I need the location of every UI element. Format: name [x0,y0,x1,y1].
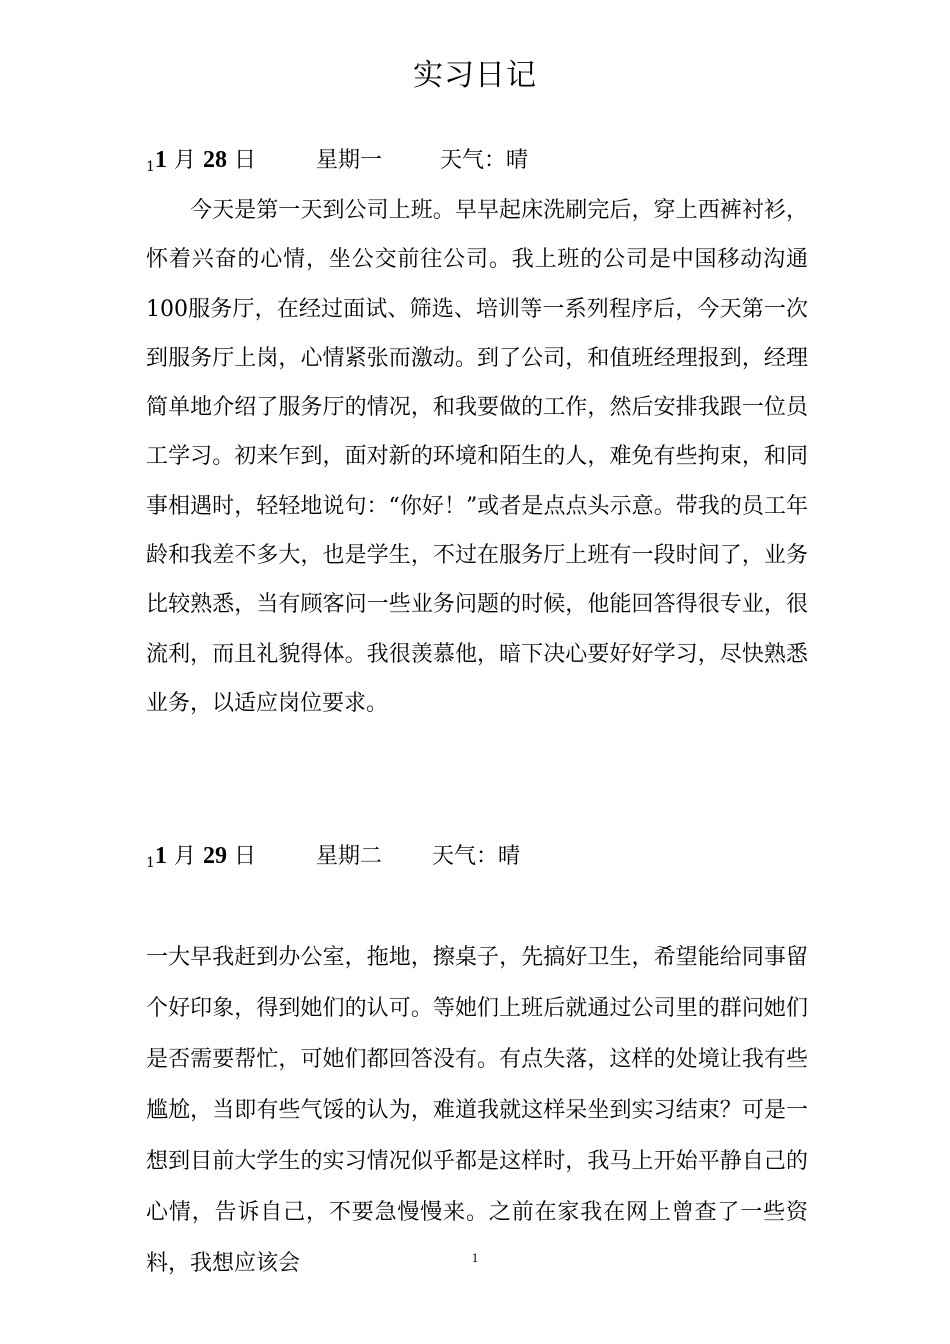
weekday: 星期二 [315,844,382,869]
day-label: 日 [233,844,256,869]
date-prefix: 1 [146,159,155,175]
month-label: 月 [173,844,196,869]
page-number: 1 [471,1250,479,1265]
diary-entry-paragraph: 今天是第一天到公司上班。早早起床洗刷完后，穿上西裤衬衫，怀着兴奋的心情，坐公交前往公司。我上班的公司是中国移动沟通100服务厅，在经过面试、筛选、培训等一系列程序后，今天第一次到服务厅上岗，心情紧张而激动。到了公司，和值班经理报到，经理简单地介绍了服务厅的情况，和我要做的工作，然后安排我跟一位员工学习。初来乍到，面对新的环境和陌生的人，难免有些拘束，和同事相遇时，轻轻地说句：“你好！”或者是点点头示意。带我的员工年龄和我差不多大，也是学生，不过在服务厅上班有一段时间了，业务比较熟悉，当有顾客问一些业务问题的时候，他能回答得很专业，很流利，而且礼貌得体。我很羡慕他，暗下决心要好好学习，尽快熟悉业务，以适应岗位要求。 [146,198,808,716]
weather: 天气：晴 [439,148,528,173]
diary-entry-header [146,840,520,879]
date-month-number: 1 [154,843,167,869]
weather: 天气：晴 [431,844,520,869]
day-label: 日 [233,148,256,173]
weekday: 星期一 [315,148,382,173]
date-month-number: 1 [154,147,167,173]
date-prefix: 1 [146,855,155,871]
document-title: 实习日记 [413,58,537,93]
date-day-number: 28 [202,147,227,173]
month-label: 月 [173,148,196,173]
diary-entry-paragraph: 一大早我赶到办公室，拖地，擦桌子，先搞好卫生，希望能给同事留个好印象，得到她们的认可。等她们上班后就通过公司里的群问她们是否需要帮忙，可她们都回答没有。有点失落，这样的处境让我有些尴尬，当即有些气馁的认为，难道我就这样呆坐到实习结束？可是一想到目前大学生的实习情况似乎都是这样时，我马上开始平静自己的心情，告诉自己，不要急慢慢来。之前在家我在网上曾查了一些资料，我想应该会 [146,945,808,1276]
date-day-number: 29 [202,843,227,869]
diary-entry-header [146,144,528,183]
